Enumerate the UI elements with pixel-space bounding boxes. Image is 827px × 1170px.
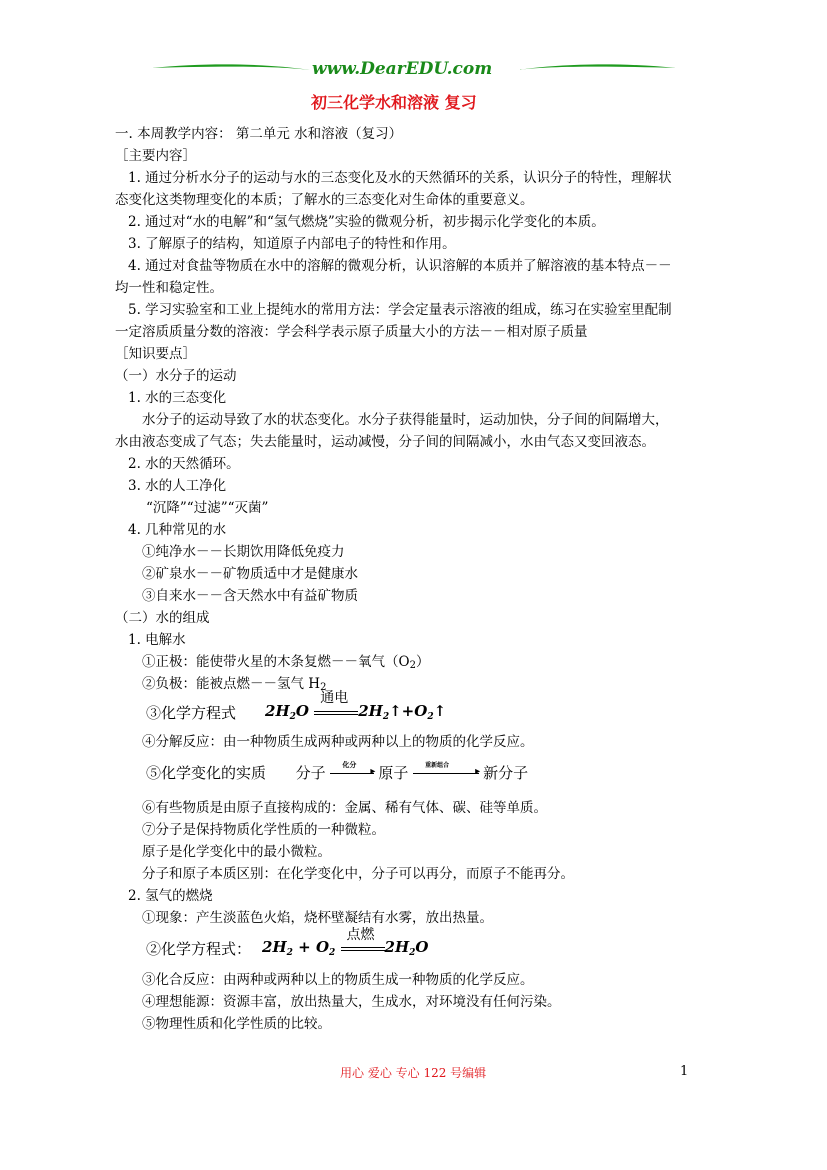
page-number: 1 <box>680 1064 689 1079</box>
text-line: “沉降”“过滤”“灭菌” <box>146 500 269 516</box>
text-line: ③化合反应：由两种或两种以上的物质生成一种物质的化学反应。 <box>142 972 534 988</box>
text-line: 1. 水的三态变化 <box>128 390 227 406</box>
text-line: 3. 了解原子的结构，知道原子内部电子的特性和作用。 <box>128 236 456 252</box>
arrow-recombine: 重新组合 ▸ <box>413 764 483 782</box>
text-line: 1. 通过分析水分子的运动与水的三态变化及水的天然循环的关系，认识分子的特性，理解状 <box>128 170 672 186</box>
text-line: 4. 几种常见的水 <box>128 522 227 538</box>
section-subtitle: （二）水的组成 <box>115 610 210 626</box>
text-line: 均一性和稳定性。 <box>115 280 223 296</box>
footer-text: 用心 爱心 专心 122 号编辑 <box>340 1066 487 1080</box>
text-line: ④理想能源：资源丰富，放出热量大，生成水，对环境没有任何污染。 <box>142 994 561 1010</box>
text-line: ①现象：产生淡蓝色火焰，烧杯壁凝结有水雾，放出热量。 <box>142 910 493 926</box>
text-line: ②化学方程式： <box>146 940 252 958</box>
text-line: 1. 电解水 <box>128 632 186 648</box>
text-line: ①纯净水－－长期饮用降低免疫力 <box>142 544 345 560</box>
text-line: 一定溶质质量分数的溶液：学会科学表示原子质量大小的方法－－相对原子质量 <box>115 324 588 340</box>
text-line: ③自来水－－含天然水中有益矿物质 <box>142 588 358 604</box>
text-line: 态变化这类物理变化的本质；了解水的三态变化对生命体的重要意义。 <box>115 192 534 208</box>
condition-equals: 点燃 <box>341 938 385 956</box>
text-line: 2. 水的天然循环。 <box>128 456 240 472</box>
subheading-main: ［主要内容］ <box>115 148 196 164</box>
equation-electrolysis: $2H_2O$ 通电 $2H_2↑+O_2↑$ <box>265 690 447 722</box>
text-line: ⑦分子是保持物质化学性质的一种微粒。 <box>142 822 385 838</box>
site-name: www.DearEDU.com <box>312 59 493 79</box>
text-line: ⑤物理性质和化学性质的比较。 <box>142 1016 331 1032</box>
text-line: 水由液态变成了气态；失去能量时，运动减慢，分子间的间隔减小，水由气态又变回液态。 <box>115 434 655 450</box>
equation-combustion: $2H_2 + O_2$ 点燃 $2H_2O$ <box>262 927 429 958</box>
text-line: 5. 学习实验室和工业上提纯水的常用方法：学会定量表示溶液的组成，练习在实验室里配制 <box>128 302 672 318</box>
section-subtitle: （一）水分子的运动 <box>115 368 237 384</box>
text-line: ④分解反应：由一种物质生成两种或两种以上的物质的化学反应。 <box>142 734 534 750</box>
text-line: 4. 通过对食盐等物质在水中的溶解的微观分析，认识溶解的本质并了解溶液的基本特点－－ <box>128 258 672 274</box>
essence-line: ⑤化学变化的实质 分子 化分 ▸ 原子 重新组合 ▸ 新分子 <box>146 760 529 782</box>
condition-equals: 通电 <box>314 702 358 720</box>
text-line: ②负极：能被点燃－－氢气 H2 <box>142 676 327 693</box>
text-line: 原子是化学变化中的最小微粒。 <box>142 844 331 860</box>
text-line: 2. 氢气的燃烧 <box>128 888 213 904</box>
text-line: 2. 通过对“水的电解”和“氢气燃烧”实验的微观分析，初步揭示化学变化的本质。 <box>128 214 605 230</box>
text-line: 分子和原子本质区别：在化学变化中，分子可以再分，而原子不能再分。 <box>142 866 574 882</box>
arrow-decompose: 化分 ▸ <box>330 764 378 782</box>
section-heading: 一. 本周教学内容： 第二单元 水和溶液（复习） <box>115 126 403 142</box>
text-line: ②矿泉水－－矿物质适中才是健康水 <box>142 566 358 582</box>
subheading-points: ［知识要点］ <box>115 346 196 362</box>
text-line: ①正极：能使带火星的木条复燃－－氧气（O2） <box>142 654 430 671</box>
text-line: 3. 水的人工净化 <box>128 478 227 494</box>
text-line: 水分子的运动导致了水的状态变化。水分子获得能量时，运动加快，分子间的间隔增大， <box>142 412 669 428</box>
text-line: ③化学方程式 <box>146 704 237 722</box>
document-title: 初三化学水和溶液 复习 <box>311 93 477 112</box>
text-line: ⑥有些物质是由原子直接构成的：金属、稀有气体、碳、硅等单质。 <box>142 800 547 816</box>
